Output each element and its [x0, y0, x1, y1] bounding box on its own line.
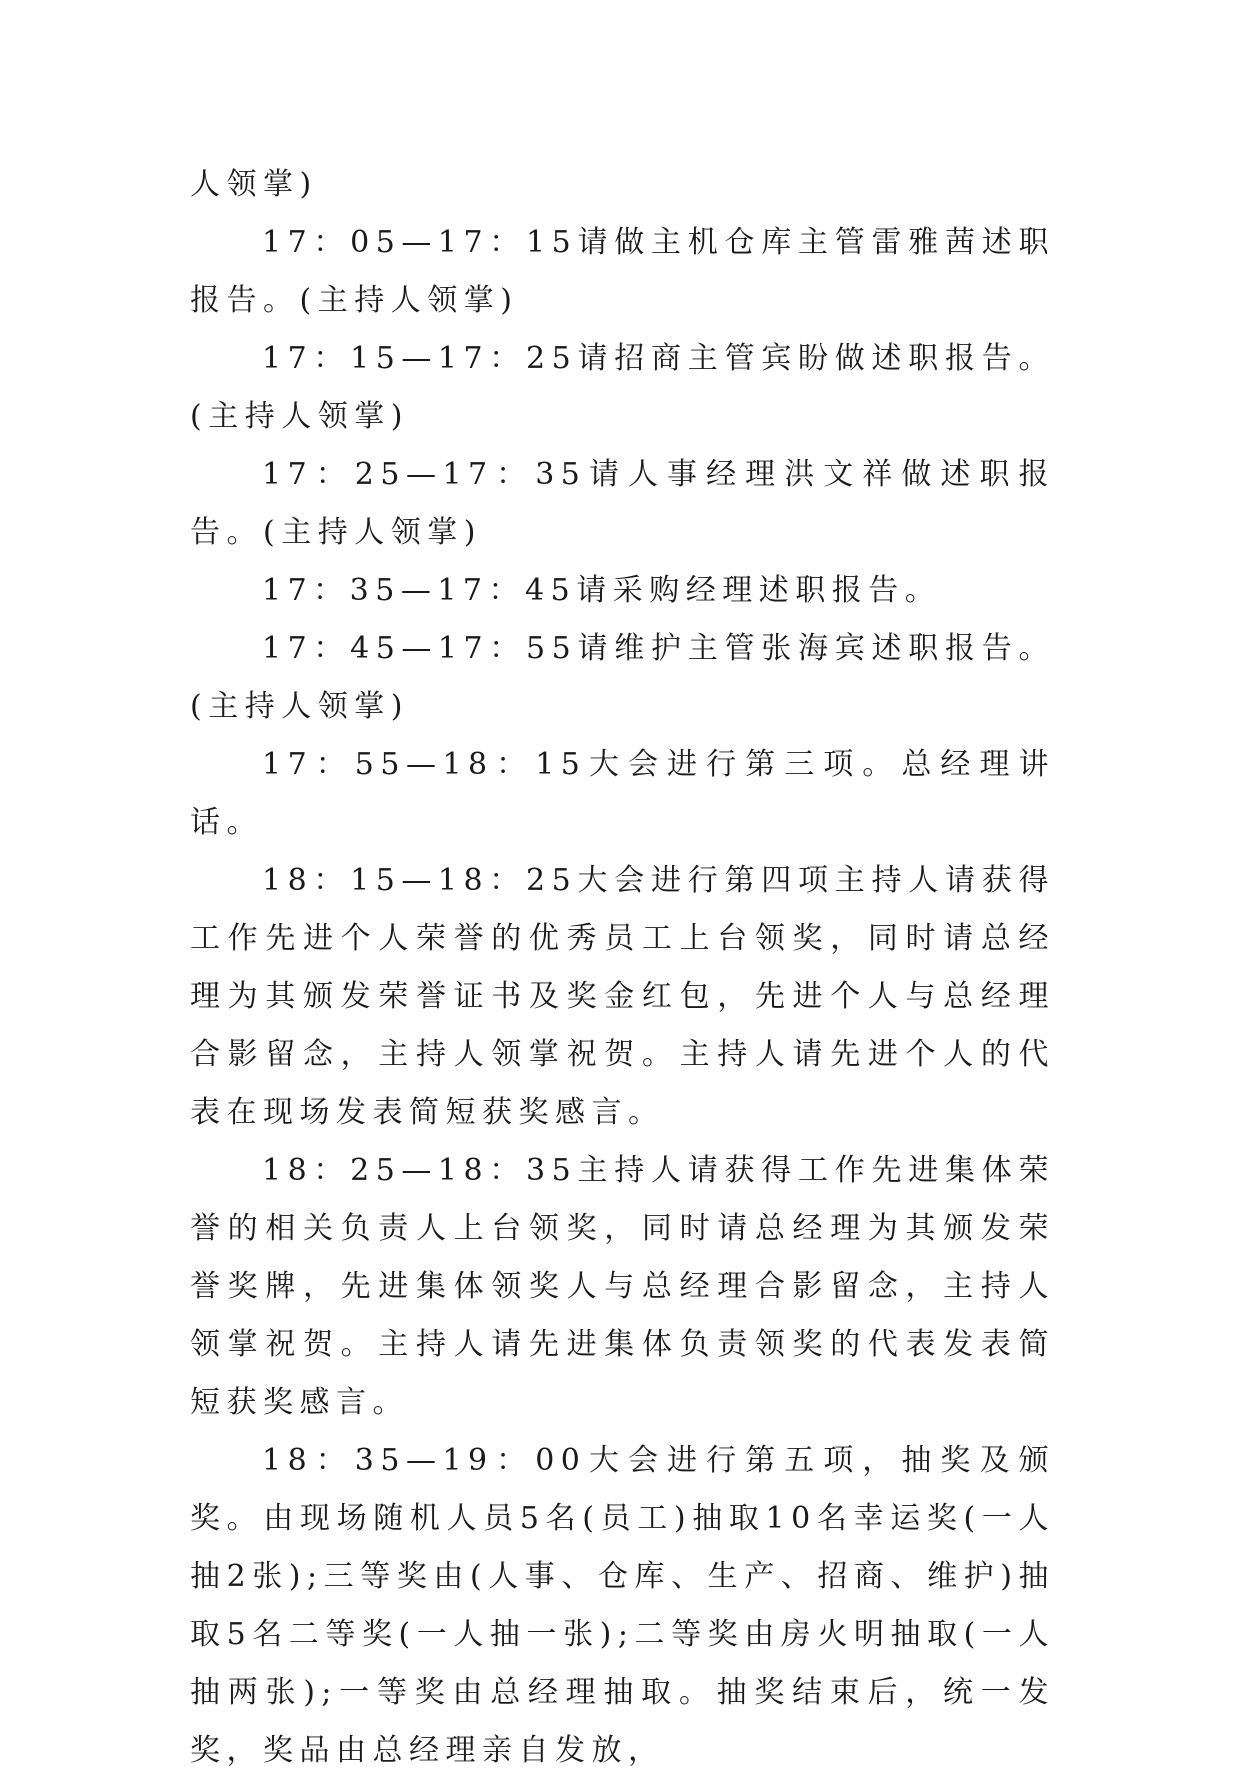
schedule-item-1715: 17：15—17：25请招商主管宾盼做述职报告。(主持人领掌)	[190, 341, 1055, 434]
schedule-item-1705: 17：05—17：15请做主机仓库主管雷雅茜述职报告。(主持人领掌)	[190, 225, 1055, 318]
schedule-item-1735: 17：35—17：45请采购经理述职报告。	[262, 573, 942, 608]
schedule-item-1755: 17：55—18：15大会进行第三项。总经理讲话。	[190, 747, 1055, 840]
schedule-item-1825: 18：25—18：35主持人请获得工作先进集体荣誉的相关负责人上台领奖，同时请总经理为其颁发荣誉奖牌，先进集体领奖人与总经理合影留念，主持人领掌祝贺。主持人请先进集体负责领奖的代表发表简短获奖感言。	[190, 1153, 1055, 1420]
document-page	[190, 156, 1055, 1780]
schedule-item-1835: 18：35—19：00大会进行第五项，抽奖及颁奖。由现场随机人员5名(员工)抽取10名幸运奖(一人抽2张);三等奖由(人事、仓库、生产、招商、维护)抽取5名二等奖(一人抽一张);二等奖由房火明抽取(一人抽两张);一等奖由总经理抽取。抽奖结束后，统一发奖，奖品由总经理亲自发放，	[190, 1443, 1055, 1768]
schedule-item-1745: 17：45—17：55请维护主管张海宾述职报告。(主持人领掌)	[190, 631, 1055, 724]
schedule-item-1815: 18：15—18：25大会进行第四项主持人请获得工作先进个人荣誉的优秀员工上台领奖，同时请总经理为其颁发荣誉证书及奖金红包，先进个人与总经理合影留念，主持人领掌祝贺。主持人请先进个人的代表在现场发表简短获奖感言。	[190, 863, 1055, 1130]
paragraph-continuation: 人领掌)	[190, 167, 318, 202]
schedule-item-1725: 17：25—17：35请人事经理洪文祥做述职报告。(主持人领掌)	[190, 457, 1055, 550]
